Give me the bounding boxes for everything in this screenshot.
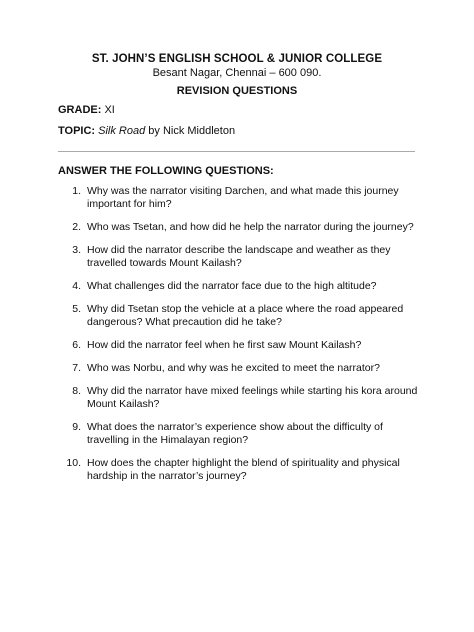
document-title: REVISION QUESTIONS (176, 85, 298, 97)
question-text: How does the chapter highlight the blend of spirituality and physical hardship in the narrator’s journey? (87, 457, 400, 482)
question-text: Who was Tsetan, and how did he help the narrator during the journey? (87, 221, 414, 233)
school-name: ST. JOHN’S ENGLISH SCHOOL & JUNIOR COLLEGE (91, 53, 383, 65)
question-item (58, 244, 418, 270)
question-item (58, 339, 418, 352)
grade-line (58, 103, 115, 117)
question-text: Why did Tsetan stop the vehicle at a place where the road appeared dangerous? What precaution did he take? (87, 303, 404, 328)
question-number: 6. (72, 339, 81, 351)
question-item (58, 303, 418, 329)
question-number: 2. (72, 221, 81, 233)
question-text: Why did the narrator have mixed feelings while starting his kora around Mount Kailash? (87, 385, 418, 410)
question-text: What does the narrator’s experience show about the difficulty of travelling in the Himalayan region? (87, 421, 383, 446)
question-item (58, 421, 418, 447)
question-number: 8. (72, 385, 81, 397)
grade-label: GRADE: (58, 104, 102, 116)
section-heading: ANSWER THE FOLLOWING QUESTIONS: (58, 165, 274, 177)
question-item (58, 457, 418, 483)
question-text: Who was Norbu, and why was he excited to meet the narrator? (87, 362, 380, 374)
topic-title: Silk Road (98, 125, 146, 137)
school-address: Besant Nagar, Chennai – 600 090. (152, 67, 322, 79)
question-item (58, 185, 418, 211)
question-number: 1. (72, 185, 81, 197)
question-text: What challenges did the narrator face due to the high altitude? (87, 280, 377, 292)
topic-line (58, 124, 235, 138)
topic-author: by Nick Middleton (148, 125, 236, 137)
question-item (58, 385, 418, 411)
question-text: How did the narrator describe the landscape and weather as they travelled towards Mount Kailash? (87, 244, 391, 269)
question-number: 4. (72, 280, 81, 292)
question-item (58, 362, 418, 375)
question-number: 9. (72, 421, 81, 433)
question-text: How did the narrator feel when he first saw Mount Kailash? (87, 339, 362, 351)
question-text: Why was the narrator visiting Darchen, and what made this journey important for him? (87, 185, 399, 210)
grade-value: XI (104, 104, 115, 116)
divider-line (58, 151, 415, 152)
question-item (58, 280, 418, 293)
question-number: 3. (72, 244, 81, 256)
question-item (58, 221, 418, 234)
question-number: 10. (66, 457, 81, 469)
question-number: 7. (72, 362, 81, 374)
topic-label: TOPIC: (58, 125, 96, 137)
question-number: 5. (72, 303, 81, 315)
question-list (58, 185, 418, 493)
